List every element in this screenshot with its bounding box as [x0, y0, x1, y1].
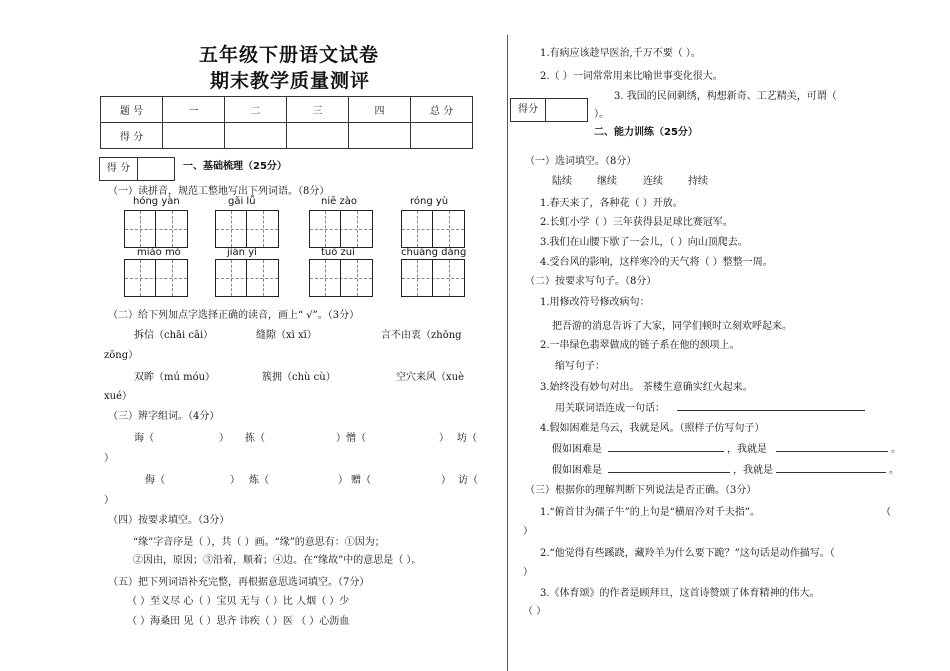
score-table-row-label: 得 分: [101, 123, 163, 149]
r-q1-title: （一）选词填空。（8分）: [525, 156, 637, 167]
pinyin-label: chuàng dàng: [401, 247, 467, 258]
q2-item: 簇拥（chù cù）: [262, 372, 336, 383]
fill-item: 2.（ ）一词常常用来比喻世事变化很大。: [540, 71, 723, 82]
section2-score-box: [510, 98, 588, 122]
q3-char: ）: [439, 433, 449, 444]
pinyin-label: niē zào: [321, 196, 357, 207]
q4-title: （四）按要求填空。（3分）: [108, 515, 230, 526]
q3-char: ）: [336, 433, 346, 444]
q2-item: 言不由衷（zhōng: [381, 330, 462, 341]
sentence-item: 假如困难是: [552, 444, 602, 455]
fill-item: 3. 我国的民间刺绣，构想新奇、工艺精美，可谓（: [614, 91, 837, 102]
q3-title: （三）辨字组词。（4分）: [108, 411, 220, 422]
sentence-item: 4.假如困难是乌云，我就是风。（照样子仿写句子）: [540, 423, 765, 434]
score-table-header: 四: [349, 97, 411, 123]
sentence-item: ，我就是: [733, 465, 773, 476]
q3-char: 坊（: [457, 433, 477, 444]
sentence-item: 缩写句子：: [555, 361, 605, 372]
section1-title: 一、基础梳理（25分）: [183, 161, 287, 172]
exam-subtitle: 期末教学质量测评: [210, 70, 371, 92]
score-table-header: 总 分: [411, 97, 473, 123]
judge-bracket: ）: [523, 567, 533, 578]
score-cell[interactable]: [287, 123, 349, 149]
q3-char: 憎（: [346, 433, 366, 444]
fill-item: 2.长虹小学（ ）三年获得县足球比赛冠军。: [540, 217, 733, 228]
pinyin-label: róng yù: [410, 196, 449, 207]
q4-line: ②因由，原因；③沿着，顺着；④边。在“缘故”中的意思是（ ）。: [133, 555, 422, 566]
section2-title: 二、能力训练（25分）: [594, 127, 698, 138]
q3-char: 拣（: [245, 433, 265, 444]
q2-item: 空穴来风（xuè: [396, 372, 464, 383]
writing-grid[interactable]: [215, 210, 279, 248]
score-cell[interactable]: [349, 123, 411, 149]
sentence-item: 假如困难是: [552, 465, 602, 476]
q2-title: （二）给下列加点字选择正确的读音，画上“ √”。（3分）: [108, 310, 360, 321]
q3-char: 诲（: [134, 433, 154, 444]
r-q3-title: （三）根据你的理解判断下列说法是否正确。（3分）: [525, 485, 757, 496]
q3-wrap: ）: [104, 495, 114, 506]
sentence-item: 。: [889, 465, 899, 476]
writing-grid[interactable]: [401, 259, 465, 297]
writing-grid[interactable]: [124, 259, 188, 297]
q3-char: 赠（: [351, 475, 371, 486]
score-cell[interactable]: [411, 123, 473, 149]
score-box-label: 得 分: [100, 158, 138, 180]
fill-item: ）。: [594, 109, 609, 120]
q3-char: ）: [230, 475, 240, 486]
q5-line: （ ）海桑田 见（ ）思齐 讳疾（ ）医 （ ）心沥血: [127, 616, 350, 627]
score-cell[interactable]: [163, 123, 225, 149]
word-choice: 连续: [643, 176, 663, 187]
pinyin-label: hóng yàn: [133, 196, 180, 207]
sentence-item: ，我就是: [727, 444, 767, 455]
pinyin-label: miáo mó: [137, 247, 181, 258]
q3-char: ）: [219, 433, 229, 444]
writing-grid[interactable]: [401, 210, 465, 248]
score-table-header: 一: [163, 97, 225, 123]
judge-item: 2.“他觉得有些蹊跷，藏羚羊为什么要下跪？”这句话是动作描写。（: [540, 548, 835, 559]
answer-line[interactable]: [608, 460, 730, 473]
sentence-item: 。: [891, 444, 901, 455]
judge-item: 1.“俯首甘为孺子牛”的上句是“横眉冷对千夫指”。: [540, 507, 760, 518]
answer-line[interactable]: [776, 460, 886, 473]
sentence-item: 用关联词语连成一句话：: [555, 403, 665, 414]
q1-title: （一）读拼音，规范工整地写出下列词语。（8分）: [108, 186, 330, 197]
q5-line: （ ）至义尽 心（ ）宝贝 无与（ ）比 人烟（ ）少: [127, 596, 350, 607]
score-table-header-row: [101, 97, 473, 123]
answer-line[interactable]: [608, 439, 724, 452]
writing-grid[interactable]: [309, 210, 373, 248]
judge-bracket: ）: [523, 526, 533, 537]
pinyin-label: tuō zuì: [321, 247, 355, 258]
q5-title: （五）把下列词语补充完整，再根据意思选词填空。（7分）: [108, 577, 370, 588]
word-choice: 持续: [688, 176, 708, 187]
judge-bracket: （ ）: [523, 606, 547, 617]
score-table-header: 二: [225, 97, 287, 123]
q2-item-wrap: xué）: [104, 391, 132, 402]
q3-char: 访（: [458, 475, 478, 486]
judge-bracket: （: [881, 507, 891, 518]
q2-item: 缝隙（xì xī）: [256, 330, 317, 341]
q3-wrap: ）: [104, 453, 114, 464]
q3-char: 炼（: [249, 475, 269, 486]
q2-item: 双眸（mú móu）: [134, 372, 216, 383]
answer-line[interactable]: [677, 398, 865, 411]
q2-item-wrap: zōng）: [104, 350, 139, 361]
sentence-item: 3.始终没有妙句对出。 茶楼生意确实红火起来。: [540, 382, 753, 393]
pinyin-label: jiān yì: [227, 247, 257, 258]
fill-item: 4.受台风的影响，这样寒冷的天气将（ ）整整一周。: [540, 257, 773, 268]
q3-char: ）: [338, 475, 348, 486]
score-cell[interactable]: [225, 123, 287, 149]
answer-line[interactable]: [776, 439, 888, 452]
word-choice: 继续: [597, 176, 617, 187]
exam-title: 五年级下册语文试卷: [199, 44, 380, 66]
word-choice: 陆续: [552, 176, 572, 187]
sentence-item: 2.一串绿色翡翠做成的链子系在他的颈项上。: [540, 340, 740, 351]
sentence-item: 1.用修改符号修改病句：: [540, 297, 650, 308]
writing-grid[interactable]: [309, 259, 373, 297]
fill-item: 3.我们在山腰下歇了一会儿，（ ）向山顶爬去。: [540, 237, 748, 248]
section1-score-box: [99, 157, 175, 181]
writing-grid[interactable]: [124, 210, 188, 248]
sentence-item: 把吾游的消息告诉了大家，同学们顿时立刻欢呼起来。: [552, 321, 792, 332]
column-divider: [507, 35, 508, 671]
q2-item: 拆信（chāi cāi）: [134, 330, 214, 341]
score-box-label: 得分: [511, 99, 546, 121]
score-table-score-row: [101, 123, 473, 149]
score-table-header: 题 号: [101, 97, 163, 123]
score-table: [100, 96, 473, 149]
pinyin-label: gǎi lǚ: [228, 196, 256, 207]
r-q2-title: （二）按要求写句子。（8分）: [525, 276, 657, 287]
q3-char: 侮（: [145, 475, 165, 486]
score-table-header: 三: [287, 97, 349, 123]
judge-item: 3.《体育颂》的作者是顾拜旦，这首诗赞颂了体育精神的伟大。: [540, 588, 820, 599]
writing-grid[interactable]: [215, 259, 279, 297]
q3-char: ）: [441, 475, 451, 486]
fill-item: 1.春天来了，各种花（ ）开放。: [540, 198, 683, 209]
q4-line: “缘”字音序是（ ），共（ ）画。“缘”的意思有：①因为；: [133, 537, 385, 548]
fill-item: 1.有病应该趁早医治,千万不要（ ）。: [540, 48, 701, 59]
